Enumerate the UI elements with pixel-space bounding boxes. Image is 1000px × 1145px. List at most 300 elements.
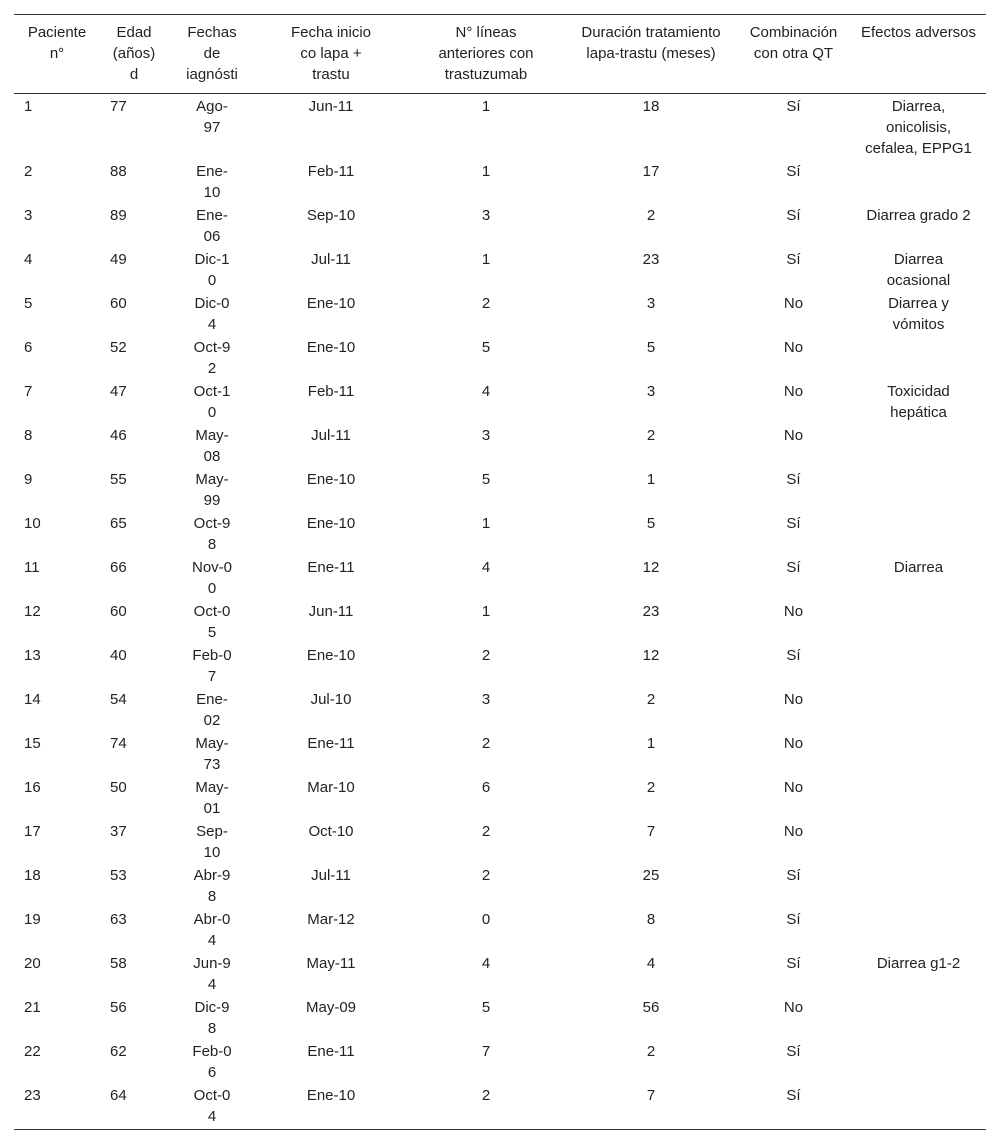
cell-paciente-text: 10 [24,515,41,532]
cell-paciente-text: 4 [24,251,33,268]
cell-combinacion [736,511,851,555]
cell-fecha-inicio [256,555,406,599]
cell-edad-text: 60 [110,295,127,312]
cell-duracion [566,731,736,775]
cell-duracion-text: 17 [642,163,660,180]
cell-lineas [406,335,566,379]
cell-paciente-text: 2 [24,163,33,180]
cell-fecha-inicio [256,1039,406,1083]
cell-duracion [566,247,736,291]
header-paciente-label: Paciente n° [27,24,87,62]
cell-fecha-inicio [256,423,406,467]
cell-lineas [406,687,566,731]
cell-paciente [14,1039,100,1083]
cell-combinacion [736,907,851,951]
cell-duracion [566,511,736,555]
cell-fecha-inicio [256,951,406,995]
cell-edad-text: 63 [110,911,127,928]
header-edad-label: Edad (años) d [112,24,156,83]
cell-edad-text: 58 [110,955,127,972]
cell-combinacion-text: No [783,603,804,620]
cell-fecha-inicio [256,1083,406,1130]
cell-edad [100,775,168,819]
cell-combinacion-text: No [783,735,804,752]
cell-duracion-text: 2 [646,427,656,444]
cell-combinacion-text: Sí [786,471,801,488]
cell-fecha-diagnostico-text: Jun-94 [193,955,231,993]
cell-edad-text: 64 [110,1087,127,1104]
header-edad [100,15,168,94]
cell-efectos [851,995,986,1039]
cell-lineas-text: 4 [481,955,491,972]
cell-fecha-diagnostico [168,819,256,863]
cell-lineas [406,775,566,819]
cell-lineas-text: 5 [481,471,491,488]
cell-efectos [851,775,986,819]
cell-efectos [851,1083,986,1130]
cell-fecha-inicio-text: Mar-10 [307,779,355,796]
cell-paciente [14,731,100,775]
header-inicio-label: Fecha inicio co lapa + trastu [290,24,372,83]
cell-duracion [566,291,736,335]
cell-efectos [851,863,986,907]
cell-fecha-inicio [256,643,406,687]
cell-fecha-diagnostico-text: Oct-10 [193,383,231,421]
cell-fecha-diagnostico-text: Sep-10 [196,823,228,861]
cell-edad [100,599,168,643]
cell-fecha-inicio-text: Sep-10 [306,207,356,224]
cell-fecha-diagnostico [168,907,256,951]
cell-edad-text: 55 [110,471,127,488]
cell-fecha-diagnostico [168,863,256,907]
cell-lineas [406,203,566,247]
cell-duracion-text: 5 [646,339,656,356]
cell-paciente [14,555,100,599]
cell-combinacion-text: Sí [786,207,801,224]
cell-fecha-diagnostico [168,467,256,511]
cell-combinacion-text: Sí [786,955,801,972]
cell-lineas [406,94,566,160]
cell-fecha-inicio-text: Feb-11 [307,163,355,180]
table-row [14,907,986,951]
cell-combinacion-text: Sí [786,647,801,664]
cell-edad [100,731,168,775]
cell-duracion-text: 18 [642,98,660,115]
cell-paciente-text: 9 [24,471,33,488]
cell-combinacion [736,94,851,160]
header-lineas-label: N° líneas anteriores con trastuzumab [438,24,534,83]
cell-fecha-diagnostico [168,951,256,995]
cell-edad-text: 77 [110,98,127,115]
cell-combinacion-text: No [783,779,804,796]
cell-fecha-inicio [256,995,406,1039]
cell-paciente [14,247,100,291]
cell-paciente-text: 5 [24,295,33,312]
table-row [14,555,986,599]
cell-fecha-diagnostico-text: May-01 [195,779,229,817]
cell-paciente [14,423,100,467]
cell-duracion-text: 7 [646,823,656,840]
cell-combinacion [736,731,851,775]
cell-duracion [566,203,736,247]
cell-combinacion-text: No [783,383,804,400]
cell-fecha-inicio-text: May-09 [305,999,357,1016]
cell-edad-text: 88 [110,163,127,180]
cell-lineas-text: 2 [481,1087,491,1104]
cell-lineas-text: 1 [481,603,491,620]
cell-efectos [851,423,986,467]
cell-paciente-text: 1 [24,98,33,115]
cell-edad [100,863,168,907]
cell-lineas [406,467,566,511]
cell-fecha-inicio [256,819,406,863]
cell-combinacion-text: No [783,999,804,1016]
cell-duracion-text: 4 [646,955,656,972]
cell-efectos [851,291,986,335]
patients-table [14,14,986,1130]
cell-combinacion [736,247,851,291]
cell-edad [100,555,168,599]
cell-duracion-text: 12 [642,559,660,576]
cell-lineas [406,951,566,995]
cell-lineas-text: 5 [481,999,491,1016]
cell-paciente-text: 15 [24,735,41,752]
cell-paciente-text: 6 [24,339,33,356]
cell-combinacion [736,951,851,995]
cell-duracion [566,335,736,379]
cell-efectos [851,203,986,247]
cell-duracion-text: 8 [646,911,656,928]
cell-edad-text: 52 [110,339,127,356]
table-row [14,203,986,247]
cell-fecha-inicio [256,94,406,160]
cell-edad [100,335,168,379]
cell-duracion [566,423,736,467]
cell-efectos [851,335,986,379]
cell-fecha-diagnostico-text: Oct-92 [193,339,231,377]
cell-paciente [14,951,100,995]
cell-edad [100,643,168,687]
cell-edad-text: 47 [110,383,127,400]
cell-edad-text: 66 [110,559,127,576]
table-row [14,291,986,335]
cell-duracion-text: 5 [646,515,656,532]
cell-paciente-text: 21 [24,999,41,1016]
cell-combinacion [736,687,851,731]
cell-fecha-inicio [256,907,406,951]
cell-duracion [566,555,736,599]
cell-edad-text: 53 [110,867,127,884]
cell-duracion-text: 2 [646,691,656,708]
cell-duracion [566,1039,736,1083]
cell-fecha-diagnostico-text: Nov-00 [192,559,233,597]
cell-fecha-inicio [256,731,406,775]
header-duracion-label: Duración tratamiento lapa-trastu (meses) [581,24,721,62]
cell-combinacion-text: No [783,823,804,840]
cell-combinacion-text: Sí [786,163,801,180]
cell-lineas [406,423,566,467]
cell-paciente-text: 11 [24,559,40,576]
cell-combinacion-text: Sí [786,1043,801,1060]
cell-paciente-text: 22 [24,1043,41,1060]
cell-edad [100,94,168,160]
cell-edad [100,379,168,423]
cell-fecha-diagnostico [168,599,256,643]
cell-fecha-inicio-text: May-11 [306,955,356,972]
cell-paciente-text: 23 [24,1087,41,1104]
cell-fecha-inicio-text: Jul-11 [311,867,351,884]
cell-paciente [14,203,100,247]
header-fechas [168,15,256,94]
cell-fecha-inicio [256,159,406,203]
cell-edad [100,159,168,203]
cell-fecha-diagnostico-text: Ene-02 [196,691,228,729]
cell-duracion [566,379,736,423]
cell-fecha-diagnostico-text: Oct-05 [193,603,231,641]
cell-combinacion-text: Sí [786,559,801,576]
cell-efectos [851,94,986,160]
cell-lineas-text: 2 [481,647,491,664]
cell-fecha-diagnostico-text: Abr-98 [193,867,231,905]
cell-fecha-diagnostico [168,731,256,775]
cell-fecha-diagnostico [168,1039,256,1083]
table-row [14,951,986,995]
cell-paciente [14,291,100,335]
cell-paciente-text: 16 [24,779,41,796]
cell-efectos [851,819,986,863]
cell-duracion-text: 1 [646,735,656,752]
cell-fecha-diagnostico-text: Abr-04 [193,911,231,949]
cell-fecha-inicio-text: Ene-10 [306,515,356,532]
cell-efectos-text: Toxicidad hepática [887,383,950,421]
cell-duracion [566,863,736,907]
cell-efectos [851,159,986,203]
cell-duracion [566,819,736,863]
cell-combinacion [736,775,851,819]
header-inicio [256,15,406,94]
cell-paciente [14,335,100,379]
cell-fecha-diagnostico [168,995,256,1039]
cell-edad [100,511,168,555]
table-body [14,94,986,1130]
cell-paciente-text: 8 [24,427,33,444]
cell-combinacion-text: Sí [786,251,801,268]
cell-fecha-inicio-text: Ene-10 [306,471,356,488]
table-row [14,94,986,160]
cell-lineas-text: 2 [481,867,491,884]
table-row [14,423,986,467]
cell-duracion-text: 1 [646,471,656,488]
table-row [14,775,986,819]
cell-duracion-text: 23 [642,603,660,620]
cell-fecha-inicio-text: Ene-10 [306,339,356,356]
cell-fecha-diagnostico-text: Dic-98 [194,999,230,1037]
cell-efectos-text: Diarrea, onicolisis, cefalea, EPPG1 [865,98,972,157]
cell-edad-text: 54 [110,691,127,708]
cell-lineas-text: 1 [481,98,491,115]
cell-fecha-diagnostico-text: Ene-06 [196,207,228,245]
cell-paciente [14,687,100,731]
cell-efectos [851,907,986,951]
cell-fecha-diagnostico [168,291,256,335]
cell-lineas-text: 0 [481,911,491,928]
cell-edad [100,1083,168,1130]
cell-fecha-diagnostico [168,335,256,379]
cell-fecha-diagnostico-text: Dic-10 [194,251,230,289]
header-fechas-label: Fechas de iagnósti [186,24,238,83]
cell-lineas [406,511,566,555]
cell-edad [100,467,168,511]
cell-efectos [851,643,986,687]
cell-duracion [566,159,736,203]
cell-paciente [14,907,100,951]
cell-fecha-diagnostico-text: May-99 [195,471,229,509]
cell-duracion [566,995,736,1039]
cell-paciente [14,863,100,907]
cell-combinacion-text: Sí [786,867,801,884]
cell-fecha-diagnostico [168,203,256,247]
cell-paciente [14,995,100,1039]
cell-lineas [406,159,566,203]
cell-combinacion [736,599,851,643]
cell-lineas-text: 4 [481,383,491,400]
cell-lineas [406,995,566,1039]
cell-edad-text: 89 [110,207,127,224]
cell-lineas [406,247,566,291]
cell-paciente-text: 7 [24,383,33,400]
cell-lineas-text: 2 [481,735,491,752]
cell-combinacion [736,555,851,599]
cell-lineas-text: 6 [481,779,491,796]
cell-fecha-inicio [256,335,406,379]
cell-combinacion [736,203,851,247]
cell-edad-text: 65 [110,515,127,532]
cell-lineas-text: 1 [481,251,491,268]
cell-fecha-inicio-text: Ene-11 [307,559,355,576]
cell-fecha-diagnostico [168,159,256,203]
cell-fecha-inicio [256,467,406,511]
cell-combinacion-text: No [783,691,804,708]
cell-efectos [851,1039,986,1083]
cell-efectos [851,731,986,775]
cell-duracion-text: 56 [642,999,660,1016]
cell-combinacion [736,291,851,335]
cell-efectos [851,379,986,423]
cell-lineas [406,379,566,423]
table-row [14,731,986,775]
cell-edad [100,203,168,247]
cell-paciente [14,775,100,819]
cell-efectos [851,467,986,511]
cell-lineas-text: 1 [481,163,491,180]
cell-paciente-text: 19 [24,911,41,928]
cell-fecha-diagnostico [168,775,256,819]
cell-fecha-inicio-text: Jun-11 [308,98,354,115]
table-row [14,159,986,203]
cell-duracion-text: 7 [646,1087,656,1104]
cell-lineas [406,731,566,775]
cell-paciente-text: 3 [24,207,33,224]
cell-paciente [14,599,100,643]
cell-fecha-diagnostico [168,687,256,731]
table-row [14,643,986,687]
cell-lineas [406,863,566,907]
cell-efectos-text: Diarrea [893,559,944,576]
cell-combinacion [736,1039,851,1083]
table-row [14,863,986,907]
cell-efectos [851,555,986,599]
cell-fecha-diagnostico-text: Ago-97 [196,98,228,136]
table-row [14,995,986,1039]
cell-combinacion-text: Sí [786,98,801,115]
cell-fecha-diagnostico-text: May-73 [195,735,229,773]
cell-lineas [406,291,566,335]
cell-lineas-text: 1 [481,515,491,532]
cell-efectos [851,687,986,731]
cell-edad-text: 49 [110,251,127,268]
cell-lineas [406,555,566,599]
table-row [14,599,986,643]
cell-fecha-inicio-text: Feb-11 [307,383,355,400]
table-row [14,1039,986,1083]
cell-combinacion [736,423,851,467]
cell-duracion-text: 25 [642,867,660,884]
cell-fecha-inicio [256,203,406,247]
cell-efectos [851,951,986,995]
cell-lineas [406,1083,566,1130]
cell-edad-text: 56 [110,999,127,1016]
cell-efectos-text: Diarrea grado 2 [866,207,971,224]
cell-combinacion-text: No [783,295,804,312]
cell-fecha-diagnostico [168,94,256,160]
cell-fecha-inicio-text: Jul-10 [310,691,352,708]
cell-paciente-text: 20 [24,955,41,972]
cell-lineas-text: 3 [481,427,491,444]
cell-fecha-inicio-text: Jul-11 [311,427,351,444]
cell-edad-text: 50 [110,779,127,796]
cell-edad [100,291,168,335]
cell-edad [100,819,168,863]
cell-edad [100,1039,168,1083]
cell-combinacion [736,159,851,203]
header-row [14,15,986,94]
cell-combinacion-text: Sí [786,911,801,928]
cell-duracion-text: 2 [646,207,656,224]
cell-efectos-text: Diarrea y vómitos [888,295,949,333]
cell-fecha-diagnostico [168,1083,256,1130]
cell-lineas [406,1039,566,1083]
cell-fecha-diagnostico [168,247,256,291]
table-row [14,335,986,379]
header-efectos-label: Efectos adversos [860,24,977,41]
table-row [14,1083,986,1130]
cell-combinacion-text: No [783,339,804,356]
cell-lineas [406,907,566,951]
cell-combinacion [736,335,851,379]
cell-combinacion-text: Sí [786,1087,801,1104]
cell-fecha-inicio [256,511,406,555]
cell-duracion [566,599,736,643]
cell-duracion-text: 3 [646,383,656,400]
cell-fecha-inicio-text: Oct-10 [308,823,354,840]
cell-paciente-text: 13 [24,647,41,664]
header-combinacion-label: Combinación con otra QT [749,24,838,62]
cell-fecha-inicio-text: Jun-11 [308,603,354,620]
cell-fecha-diagnostico [168,555,256,599]
cell-fecha-inicio-text: Ene-11 [307,1043,355,1060]
cell-efectos-text: Diarrea ocasional [886,251,951,289]
cell-fecha-diagnostico [168,511,256,555]
